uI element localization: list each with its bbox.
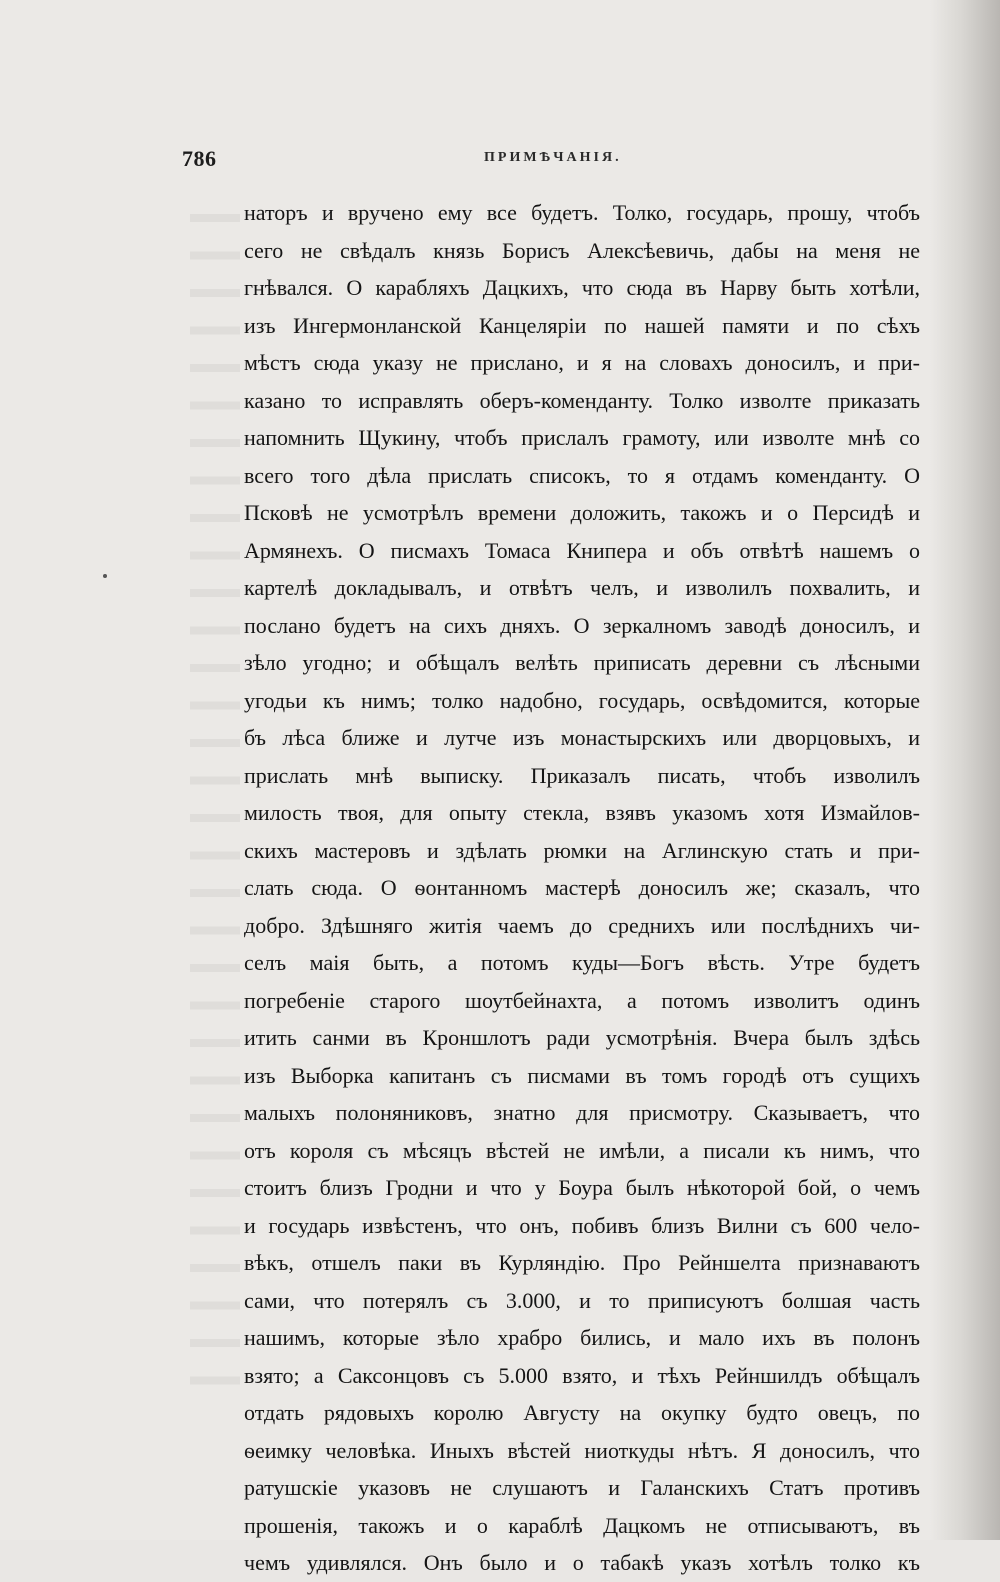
text-line: напомнить Щукину, чтобъ прислалъ грамоту, или изволте мнѣ со xyxy=(244,425,920,450)
text-line: прошенія, такожъ и о караблѣ Дацкомъ не отписываютъ, въ xyxy=(244,1512,920,1538)
text-line: изъ Выборка капитанъ съ писмами въ томъ городѣ отъ сущихъ xyxy=(244,1062,920,1088)
text-line: малыхъ полоняниковъ, знатно для присмотру. Сказываетъ, что xyxy=(244,1100,920,1125)
text-line: нашимъ, которые зѣло храбро бились, и мало ихъ въ полонъ xyxy=(244,1325,920,1350)
text-line: добро. Здѣшняго житія чаемъ до среднихъ или послѣднихъ чи- xyxy=(244,912,920,938)
text-line: вѣкъ, отшелъ паки въ Курляндію. Про Рейншелта признаваютъ xyxy=(244,1250,920,1275)
body-text xyxy=(244,194,920,1582)
bleed-through-shadow xyxy=(190,200,240,1400)
text-line: отъ короля съ мѣсяцъ вѣстей не имѣли, а писали къ нимъ, что xyxy=(244,1137,920,1163)
text-line: милость твоя, для опыту стекла, взявъ указомъ хотя Измайлов- xyxy=(244,800,920,825)
text-line: мѣстъ сюда указу не прислано, и я на словахъ доносилъ, и при- xyxy=(244,350,920,375)
text-line: Армянехъ. О писмахъ Томаса Книпера и объ отвѣтѣ нашемъ о xyxy=(244,537,920,563)
text-line: отдать рядовыхъ королю Августу на окупку будто овецъ, по xyxy=(244,1400,920,1425)
ink-speck xyxy=(103,574,107,578)
text-line: картелѣ докладывалъ, и отвѣтъ челъ, и изволилъ похвалить, и xyxy=(244,575,920,600)
text-line: наторъ и вручено ему все будетъ. Толко, государь, прошу, чтобъ xyxy=(244,200,920,225)
text-line: стоитъ близъ Гродни и что у Боура былъ нѣкоторой бой, о чемъ xyxy=(244,1175,920,1200)
text-line: бъ лѣса ближе и лутче изъ монастырскихъ или дворцовыхъ, и xyxy=(244,725,920,750)
text-line: скихъ мастеровъ и здѣлать рюмки на Аглинскую стать и при- xyxy=(244,837,920,863)
text-line: ѳеимку человѣка. Иныхъ вѣстей ниоткуды нѣтъ. Я доносилъ, что xyxy=(244,1437,920,1463)
text-line: послано будетъ на сихъ дняхъ. О зеркалномъ заводѣ доносилъ, и xyxy=(244,612,920,638)
text-line: и государь извѣстенъ, что онъ, побивъ близъ Вилни съ 600 чело- xyxy=(244,1212,920,1238)
text-line: Псковѣ не усмотрѣлъ времени доложить, такожъ и о Персидѣ и xyxy=(244,500,920,525)
text-line: слать сюда. О ѳонтанномъ мастерѣ доносилъ же; сказалъ, что xyxy=(244,875,920,900)
text-line: сего не свѣдалъ князь Борисъ Алексѣевичь, дабы на меня не xyxy=(244,237,920,263)
text-line: прислать мнѣ выписку. Приказалъ писать, чтобъ изволилъ xyxy=(244,762,920,788)
text-line: итить санми въ Кроншлотъ ради усмотрѣнія. Вчера былъ здѣсь xyxy=(244,1025,920,1050)
text-line: всего того дѣла прислать списокъ, то я отдамъ коменданту. О xyxy=(244,462,920,488)
text-line: изъ Ингермонланской Канцеляріи по нашей памяти и по сѣхъ xyxy=(244,312,920,338)
text-line: чемъ удивлялся. Онъ было и о табакѣ указъ хотѣлъ толко къ xyxy=(244,1550,920,1575)
text-line: зѣло угодно; и обѣщалъ велѣть приписать деревни съ лѣсными xyxy=(244,650,920,675)
text-line: селъ маія быть, а потомъ куды—Богъ вѣсть. Утре будетъ xyxy=(244,950,920,975)
page-number: 786 xyxy=(182,146,217,171)
text-line: угодьи къ нимъ; толко надобно, государь, освѣдомится, которые xyxy=(244,687,920,713)
text-line: гнѣвался. О карабляхъ Дацкихъ, что сюда въ Нарву быть хотѣли, xyxy=(244,275,920,300)
text-line: казано то исправлять оберъ-коменданту. Толко изволте приказать xyxy=(244,387,920,413)
text-line: погребеніе старого шоутбейнахта, а потомъ изволитъ одинъ xyxy=(244,987,920,1013)
text-line: сами, что потерялъ съ 3.000, и то приписуютъ болшая часть xyxy=(244,1287,920,1313)
running-head: ПРИМѢЧАНІЯ. xyxy=(484,150,622,165)
text-line: ратушскіе указовъ не слушаютъ и Галанскихъ Статъ противъ xyxy=(244,1475,920,1500)
page-edge-shadow xyxy=(930,0,1000,1540)
text-line: взято; а Саксонцовъ съ 5.000 взято, и тѣхъ Рейншилдъ обѣщалъ xyxy=(244,1362,920,1388)
